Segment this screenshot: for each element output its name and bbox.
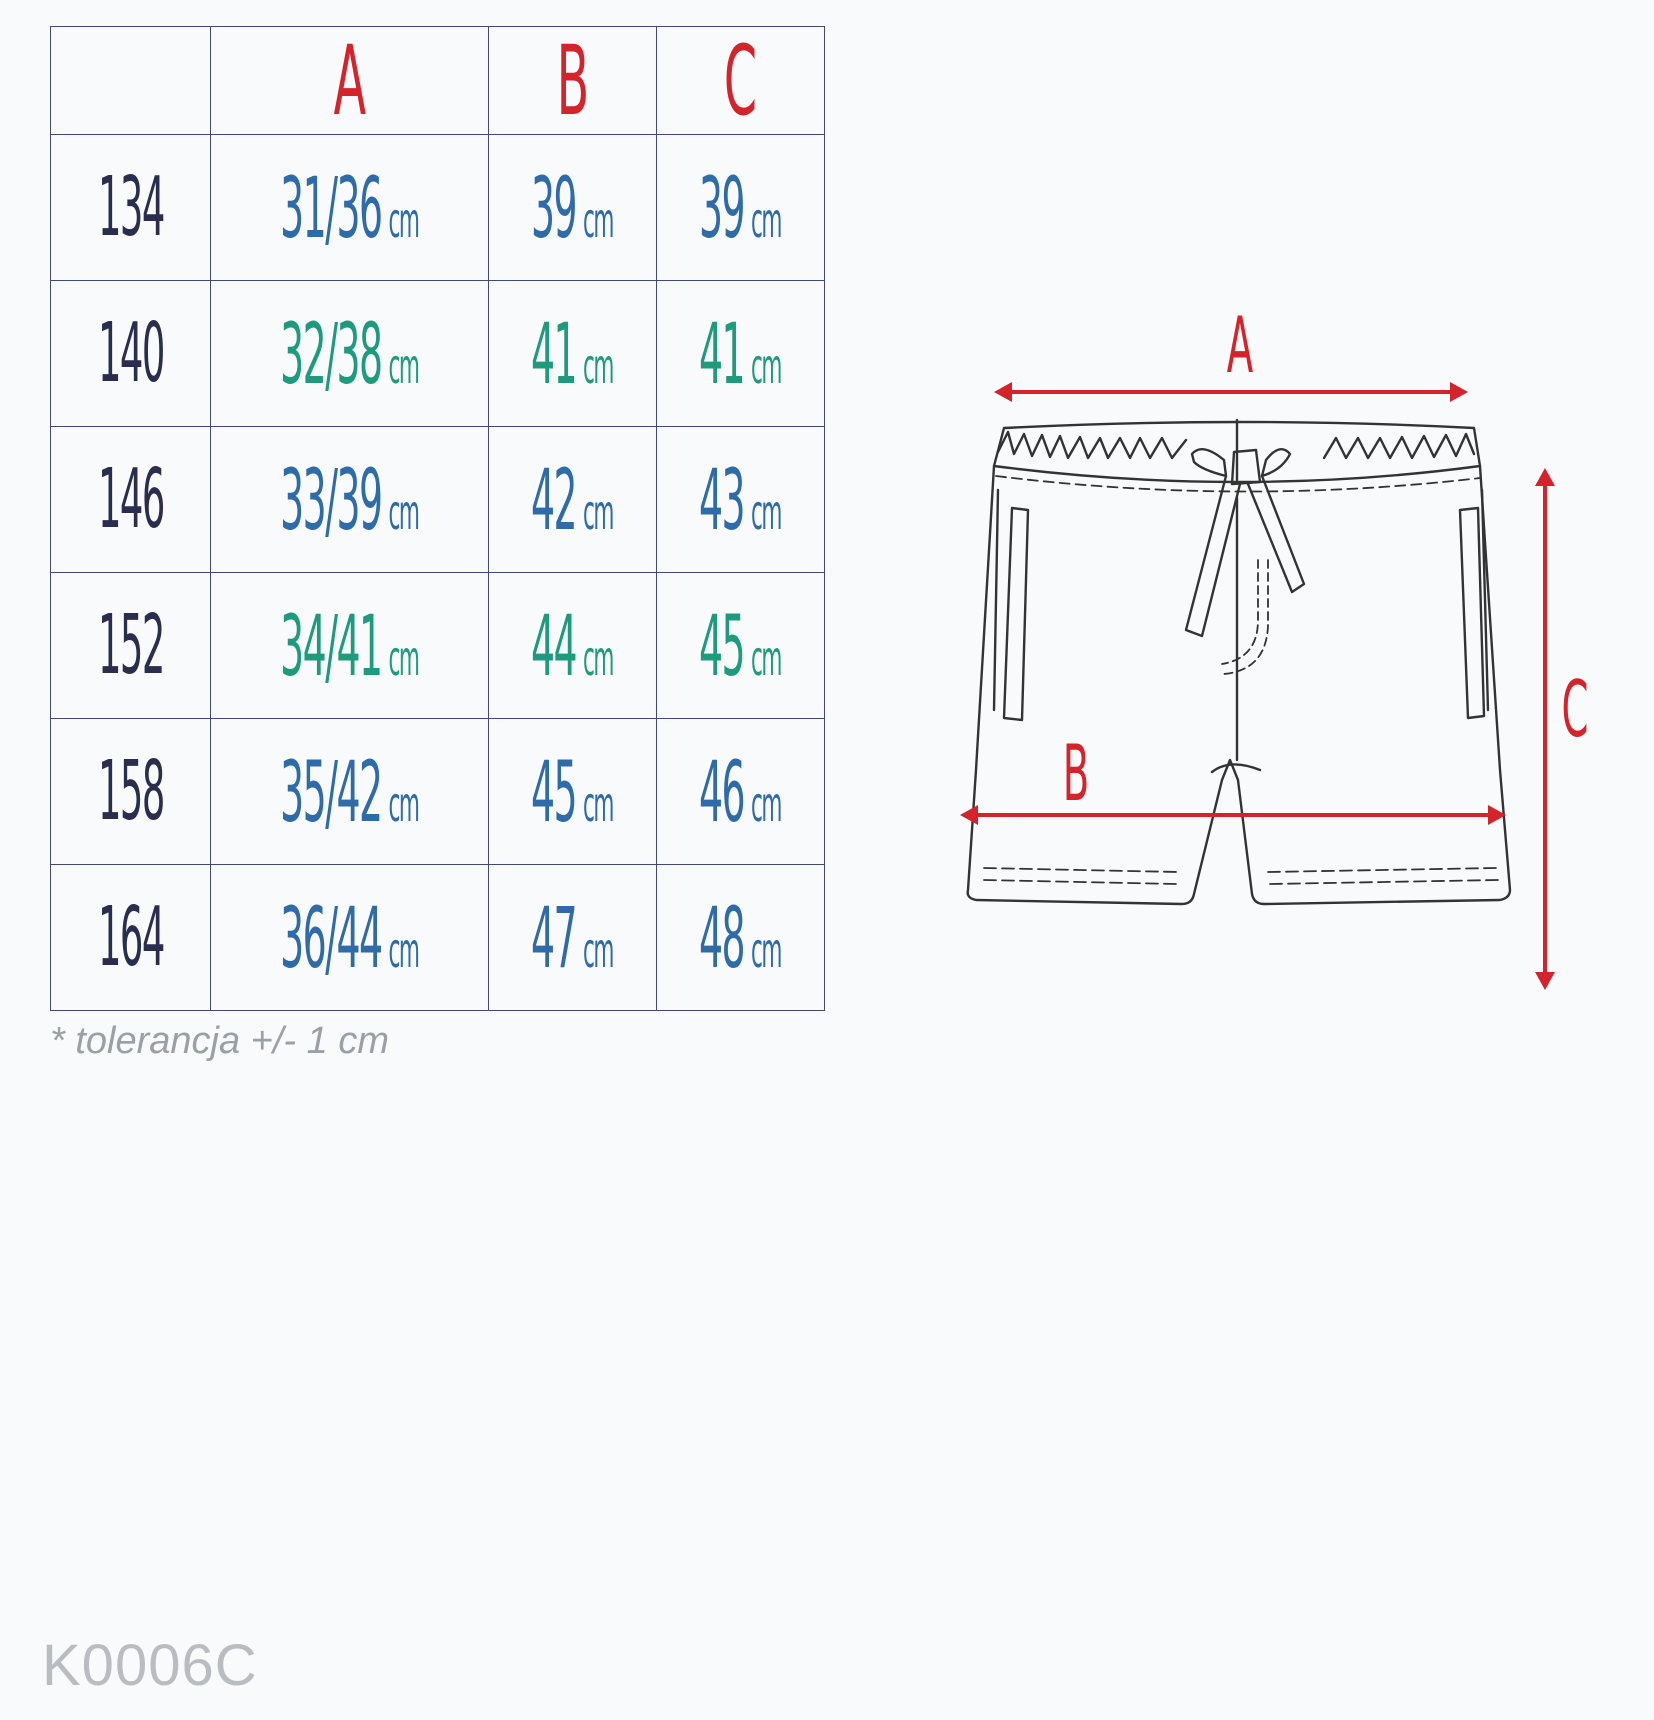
measure-b-arrow: [960, 805, 1506, 825]
measure-b-cell: [488, 427, 656, 573]
measure-b-cell: [488, 573, 656, 719]
unit-label: cm: [388, 338, 419, 395]
table-row: [51, 135, 825, 281]
table-row: [51, 281, 825, 427]
measure-c-value: 45: [699, 596, 745, 695]
shorts-diagram: [940, 300, 1620, 1020]
measure-c-value: 39: [699, 158, 745, 257]
header-label-b: B: [556, 24, 588, 137]
table-row: [51, 865, 825, 1011]
measure-c-arrow: [1535, 468, 1555, 990]
measure-c-value: 46: [699, 742, 745, 841]
unit-label: cm: [583, 776, 614, 833]
measure-a-value: 34/41: [280, 596, 382, 695]
measure-c-cell: [656, 865, 824, 1011]
measure-c-cell: [656, 281, 824, 427]
size-label: 158: [97, 743, 164, 839]
header-label-a: A: [333, 24, 365, 137]
tolerance-note: * tolerancja +/- 1 cm: [50, 1020, 389, 1062]
header-cell-empty: [51, 27, 211, 135]
unit-label: cm: [583, 484, 614, 541]
size-label: 146: [97, 451, 164, 547]
measure-b-value: 41: [531, 304, 577, 403]
size-label: 152: [97, 597, 164, 693]
measure-a-label: A: [1226, 300, 1254, 391]
unit-label: cm: [751, 776, 782, 833]
unit-label: cm: [751, 630, 782, 687]
measure-c-value: 43: [699, 450, 745, 549]
table-header-row: [51, 27, 825, 135]
unit-label: cm: [751, 338, 782, 395]
measure-b-label: B: [1062, 728, 1090, 819]
size-cell: [51, 427, 211, 573]
measure-c-value: 48: [699, 888, 745, 987]
measure-b-value: 47: [531, 888, 577, 987]
unit-label: cm: [388, 484, 419, 541]
measure-a-value: 33/39: [280, 450, 382, 549]
size-label: 140: [97, 305, 164, 401]
measure-c-cell: [656, 427, 824, 573]
unit-label: cm: [583, 192, 614, 249]
measure-a-cell: [211, 865, 489, 1011]
unit-label: cm: [388, 192, 419, 249]
measure-b-value: 42: [531, 450, 577, 549]
measure-a-cell: [211, 719, 489, 865]
measure-b-cell: [488, 865, 656, 1011]
table-row: [51, 719, 825, 865]
unit-label: cm: [388, 630, 419, 687]
header-label-c: C: [724, 24, 756, 137]
measure-a-cell: [211, 427, 489, 573]
table-row: [51, 573, 825, 719]
product-code: K0006C: [42, 1633, 258, 1698]
size-label: 164: [97, 889, 164, 985]
unit-label: cm: [583, 922, 614, 979]
measure-b-value: 39: [531, 158, 577, 257]
header-cell-a: [211, 24, 489, 137]
measure-c-value: 41: [699, 304, 745, 403]
measure-c-cell: [656, 719, 824, 865]
measure-a-value: 31/36: [280, 158, 382, 257]
unit-label: cm: [388, 922, 419, 979]
header-cell-b: [488, 24, 656, 137]
size-cell: [51, 135, 211, 281]
size-cell: [51, 719, 211, 865]
measure-a-value: 36/44: [280, 888, 382, 987]
measure-a-cell: [211, 281, 489, 427]
measure-b-cell: [488, 719, 656, 865]
unit-label: cm: [751, 484, 782, 541]
header-cell-c: [656, 24, 824, 137]
unit-label: cm: [583, 630, 614, 687]
size-label: 134: [97, 159, 164, 255]
size-table: [50, 26, 825, 1011]
size-cell: [51, 573, 211, 719]
measure-c-cell: [656, 573, 824, 719]
measure-b-cell: [488, 281, 656, 427]
unit-label: cm: [751, 922, 782, 979]
size-cell: [51, 865, 211, 1011]
size-cell: [51, 281, 211, 427]
unit-label: cm: [583, 338, 614, 395]
measure-c-label: C: [1561, 664, 1589, 755]
table-row: [51, 427, 825, 573]
measure-b-value: 45: [531, 742, 577, 841]
unit-label: cm: [388, 776, 419, 833]
measure-a-cell: [211, 573, 489, 719]
measure-c-cell: [656, 135, 824, 281]
measure-a-value: 32/38: [280, 304, 382, 403]
measure-b-value: 44: [531, 596, 577, 695]
measure-a-value: 35/42: [280, 742, 382, 841]
unit-label: cm: [751, 192, 782, 249]
measure-b-cell: [488, 135, 656, 281]
measure-a-cell: [211, 135, 489, 281]
shorts-outline: [968, 420, 1510, 904]
